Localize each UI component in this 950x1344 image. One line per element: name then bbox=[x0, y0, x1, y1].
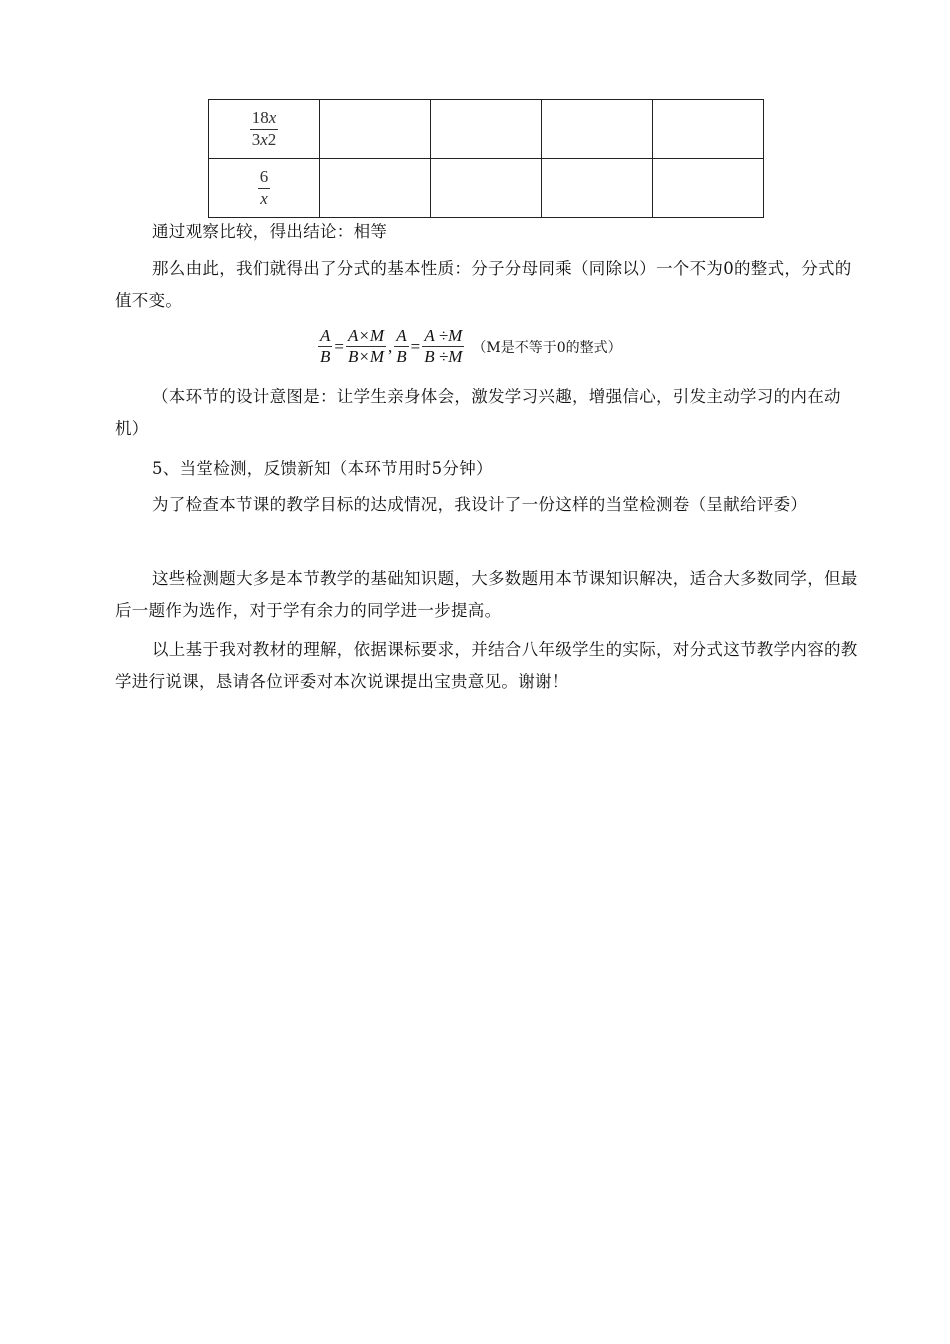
empty-cell bbox=[542, 159, 653, 218]
numerator: 6 bbox=[259, 167, 269, 187]
section-heading-check: 5、当堂检测，反馈新知（本环节用时5分钟） bbox=[152, 459, 493, 478]
formula-num-div: A ÷M bbox=[424, 326, 463, 345]
fraction-cell bbox=[209, 100, 320, 159]
formula-den-mul: B×M bbox=[347, 347, 385, 367]
formula-num-mul: A×M bbox=[347, 326, 385, 345]
empty-cell bbox=[653, 100, 764, 159]
fraction-divide bbox=[422, 326, 464, 368]
empty-cell bbox=[431, 100, 542, 159]
denominator-trailing: 2 bbox=[267, 129, 277, 149]
formula-a-2: A bbox=[396, 326, 407, 345]
numerator-variable: x bbox=[268, 108, 277, 128]
equals-sign-2: = bbox=[410, 336, 421, 356]
fraction-18x-over-3x2 bbox=[250, 108, 279, 150]
formula-den-div: B ÷M bbox=[424, 347, 463, 367]
formula-note: （M是不等于0的整式） bbox=[472, 339, 622, 356]
fraction-a-over-b bbox=[318, 326, 332, 368]
formula-a: A bbox=[320, 326, 331, 345]
fraction-multiply bbox=[346, 326, 386, 368]
paragraph-basic-property: 那么由此，我们就得出了分式的基本性质：分子分母同乘（同除以）一个不为0的整式，分式的值不变。 bbox=[115, 259, 852, 310]
paragraph-check-intro: 为了检查本节课的教学目标的达成情况，我设计了一份这样的当堂检测卷（呈献给评委） bbox=[152, 495, 808, 514]
formula-b: B bbox=[320, 347, 331, 367]
formula-b-2: B bbox=[396, 347, 407, 367]
denominator: x bbox=[260, 188, 268, 208]
comparison-table bbox=[208, 99, 764, 218]
denominator-coefficient: 3 bbox=[251, 129, 261, 149]
paragraph-conclusion: 通过观察比较，得出结论：相等 bbox=[152, 222, 388, 241]
paragraph-check-content: 这些检测题大多是本节教学的基础知识题，大多数题用本节课知识解决，适合大多数同学，但最后一题作为选作，对于学有余力的同学进一步提高。 bbox=[115, 569, 858, 620]
comma: , bbox=[388, 336, 393, 356]
numerator-coefficient: 18 bbox=[251, 108, 269, 128]
fraction-cell bbox=[209, 159, 320, 218]
fraction-a-over-b-2 bbox=[394, 326, 408, 368]
empty-cell bbox=[320, 159, 431, 218]
denominator-variable: x bbox=[260, 129, 268, 149]
fraction-6-over-x bbox=[258, 167, 271, 209]
empty-cell bbox=[653, 159, 764, 218]
empty-cell bbox=[431, 159, 542, 218]
table-row bbox=[209, 100, 764, 159]
equals-sign: = bbox=[334, 336, 344, 356]
empty-cell bbox=[542, 100, 653, 159]
fraction-property-formula bbox=[318, 326, 622, 368]
paragraph-design-intent: （本环节的设计意图是：让学生亲身体会，激发学习兴趣，增强信心，引发主动学习的内在动机） bbox=[115, 387, 841, 438]
table-row bbox=[209, 159, 764, 218]
paragraph-closing: 以上基于我对教材的理解，依据课标要求，并结合八年级学生的实际，对分式这节教学内容的教学进行说课，恳请各位评委对本次说课提出宝贵意见。谢谢！ bbox=[115, 640, 858, 691]
empty-cell bbox=[320, 100, 431, 159]
